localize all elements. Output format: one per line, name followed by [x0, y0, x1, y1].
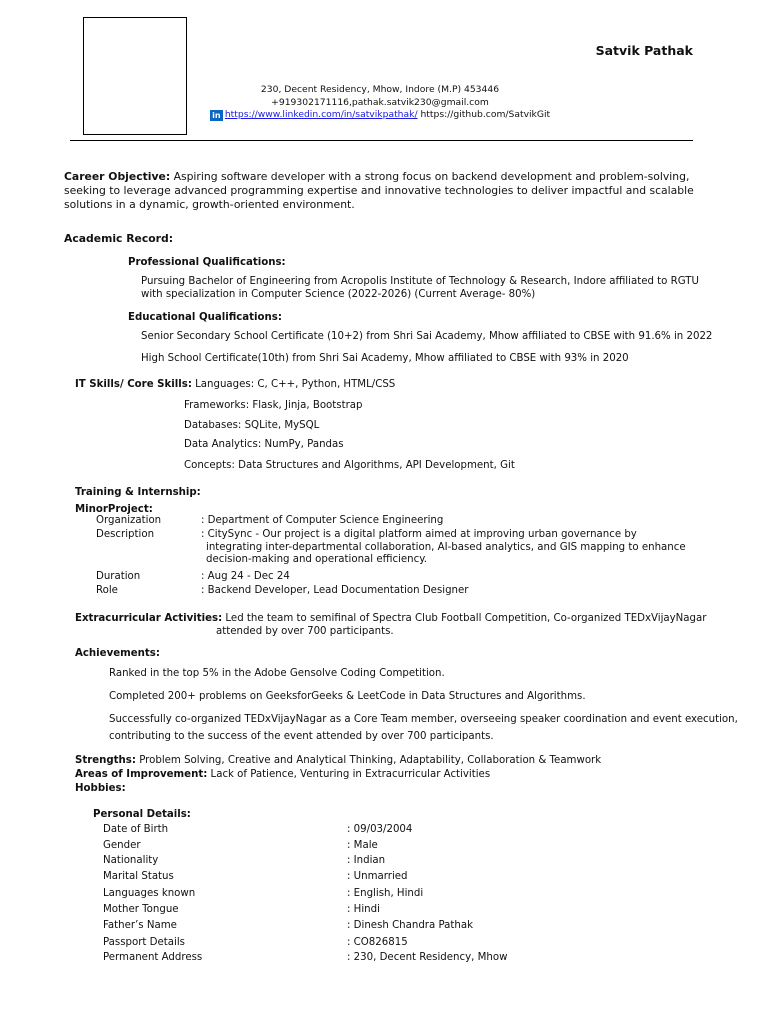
github-link[interactable]: https://github.com/SatvikGit [417, 109, 551, 120]
achievement-item: Completed 200+ problems on GeeksforGeeks & LeetCode in Data Structures and Algorithms. [109, 691, 586, 702]
training-key: Role [96, 585, 118, 596]
extracurricular-label: Extracurricular Activities: [75, 613, 223, 624]
training-key: Organization [96, 515, 162, 526]
improvement-label: Areas of Improvement: [75, 769, 208, 780]
skills-frameworks: Frameworks: Flask, Jinja, Bootstrap [184, 400, 363, 411]
personal-value: : Male [347, 840, 378, 851]
personal-value: : English, Hindi [347, 888, 424, 899]
improvement-line [75, 768, 490, 782]
linkedin-link[interactable]: https://www.linkedin.com/in/satvikpathak/ [224, 109, 418, 120]
personal-value: : 230, Decent Residency, Mhow [347, 952, 508, 963]
training-value: : Backend Developer, Lead Documentation Designer [201, 585, 469, 596]
academic-heading: Academic Record: [64, 232, 174, 245]
hobbies-label: Hobbies: [75, 783, 126, 794]
training-value: : CitySync - Our project is a digital platform aimed at improving urban governance by [201, 529, 637, 540]
training-value: : Department of Computer Science Engineering [201, 515, 444, 526]
personal-value: : Indian [347, 855, 386, 866]
header-divider [70, 140, 693, 141]
photo-placeholder [83, 17, 187, 135]
personal-key: Languages known [103, 888, 196, 899]
training-heading: Training & Internship: [75, 487, 201, 498]
personal-key: Mother Tongue [103, 904, 179, 915]
skills-concepts: Concepts: Data Structures and Algorithms, API Development, Git [184, 460, 515, 471]
training-key: Duration [96, 571, 141, 582]
achievement-item: contributing to the success of the event attended by over 700 participants. [109, 731, 494, 742]
career-objective [64, 170, 712, 212]
personal-key: Permanent Address [103, 952, 203, 963]
personal-key: Passport Details [103, 937, 185, 948]
personal-key: Marital Status [103, 871, 174, 882]
personal-key: Date of Birth [103, 824, 169, 835]
candidate-name: Satvik Pathak [595, 43, 693, 58]
skills-line [75, 378, 395, 392]
training-value: integrating inter-departmental collaboration, AI-based analytics, and GIS mapping to enhance [206, 542, 686, 553]
improvement-text: Lack of Patience, Venturing in Extracurricular Activities [207, 769, 491, 780]
educational-heading: Educational Qualifications: [128, 312, 282, 323]
personal-key: Father’s Name [103, 920, 177, 931]
skills-databases: Databases: SQLite, MySQL [184, 420, 320, 431]
skills-languages: Languages: C, C++, Python, HTML/CSS [191, 379, 396, 390]
training-value: : Aug 24 - Dec 24 [201, 571, 290, 582]
personal-value: : Hindi [347, 904, 380, 915]
phone-email: +919302171116,pathak.satvik230@gmail.com [271, 97, 489, 108]
strengths-text: Problem Solving, Creative and Analytical Thinking, Adaptability, Collaboration & Teamwork [135, 755, 602, 766]
professional-heading: Professional Qualifications: [128, 257, 286, 268]
personal-key: Gender [103, 840, 141, 851]
strengths-line [75, 754, 601, 768]
professional-item: Pursuing Bachelor of Engineering from Acropolis Institute of Technology & Research, Indore affiliated to RGTU [141, 276, 699, 287]
minor-project-label: MinorProject: [75, 504, 153, 515]
career-objective-label: Career Objective: [64, 170, 171, 183]
personal-value: : Unmarried [347, 871, 408, 882]
personal-value: : 09/03/2004 [347, 824, 413, 835]
extracurricular-line [75, 612, 706, 626]
personal-value: : CO826815 [347, 937, 408, 948]
strengths-label: Strengths: [75, 755, 136, 766]
personal-value: : Dinesh Chandra Pathak [347, 920, 474, 931]
professional-item: with specialization in Computer Science (2022-2026) (Current Average- 80%) [141, 289, 536, 300]
linkedin-icon: in [210, 110, 223, 121]
address: 230, Decent Residency, Mhow, Indore (M.P) 453446 [260, 84, 500, 95]
extracurricular-text: attended by over 700 participants. [216, 626, 394, 637]
achievement-item: Successfully co-organized TEDxVijayNagar as a Core Team member, overseeing speaker coordination and event execution, [109, 714, 738, 725]
training-key: Description [96, 529, 155, 540]
career-objective-text: Aspiring software developer with a strong focus on backend development and problem-solving, seeking to leverage advanced programming expertise and innovative technologies to deliver impactful and scalable solutions in a dynamic, growth-oriented environment. [64, 170, 694, 211]
personal-heading: Personal Details: [93, 809, 191, 820]
skills-analytics: Data Analytics: NumPy, Pandas [184, 439, 344, 450]
personal-key: Nationality [103, 855, 159, 866]
educational-item: High School Certificate(10th) from Shri Sai Academy, Mhow affiliated to CBSE with 93% in 2020 [141, 353, 629, 364]
educational-item: Senior Secondary School Certificate (10+2) from Shri Sai Academy, Mhow affiliated to CBSE with 91.6% in 2022 [141, 331, 713, 342]
training-value: decision-making and operational efficiency. [206, 554, 428, 565]
extracurricular-text: Led the team to semifinal of Spectra Club Football Competition, Co-organized TEDxVijayNagar [222, 613, 707, 624]
achievements-heading: Achievements: [75, 648, 160, 659]
profile-links [200, 109, 560, 121]
achievement-item: Ranked in the top 5% in the Adobe Gensolve Coding Competition. [109, 668, 445, 679]
skills-label: IT Skills/ Core Skills: [75, 379, 192, 390]
